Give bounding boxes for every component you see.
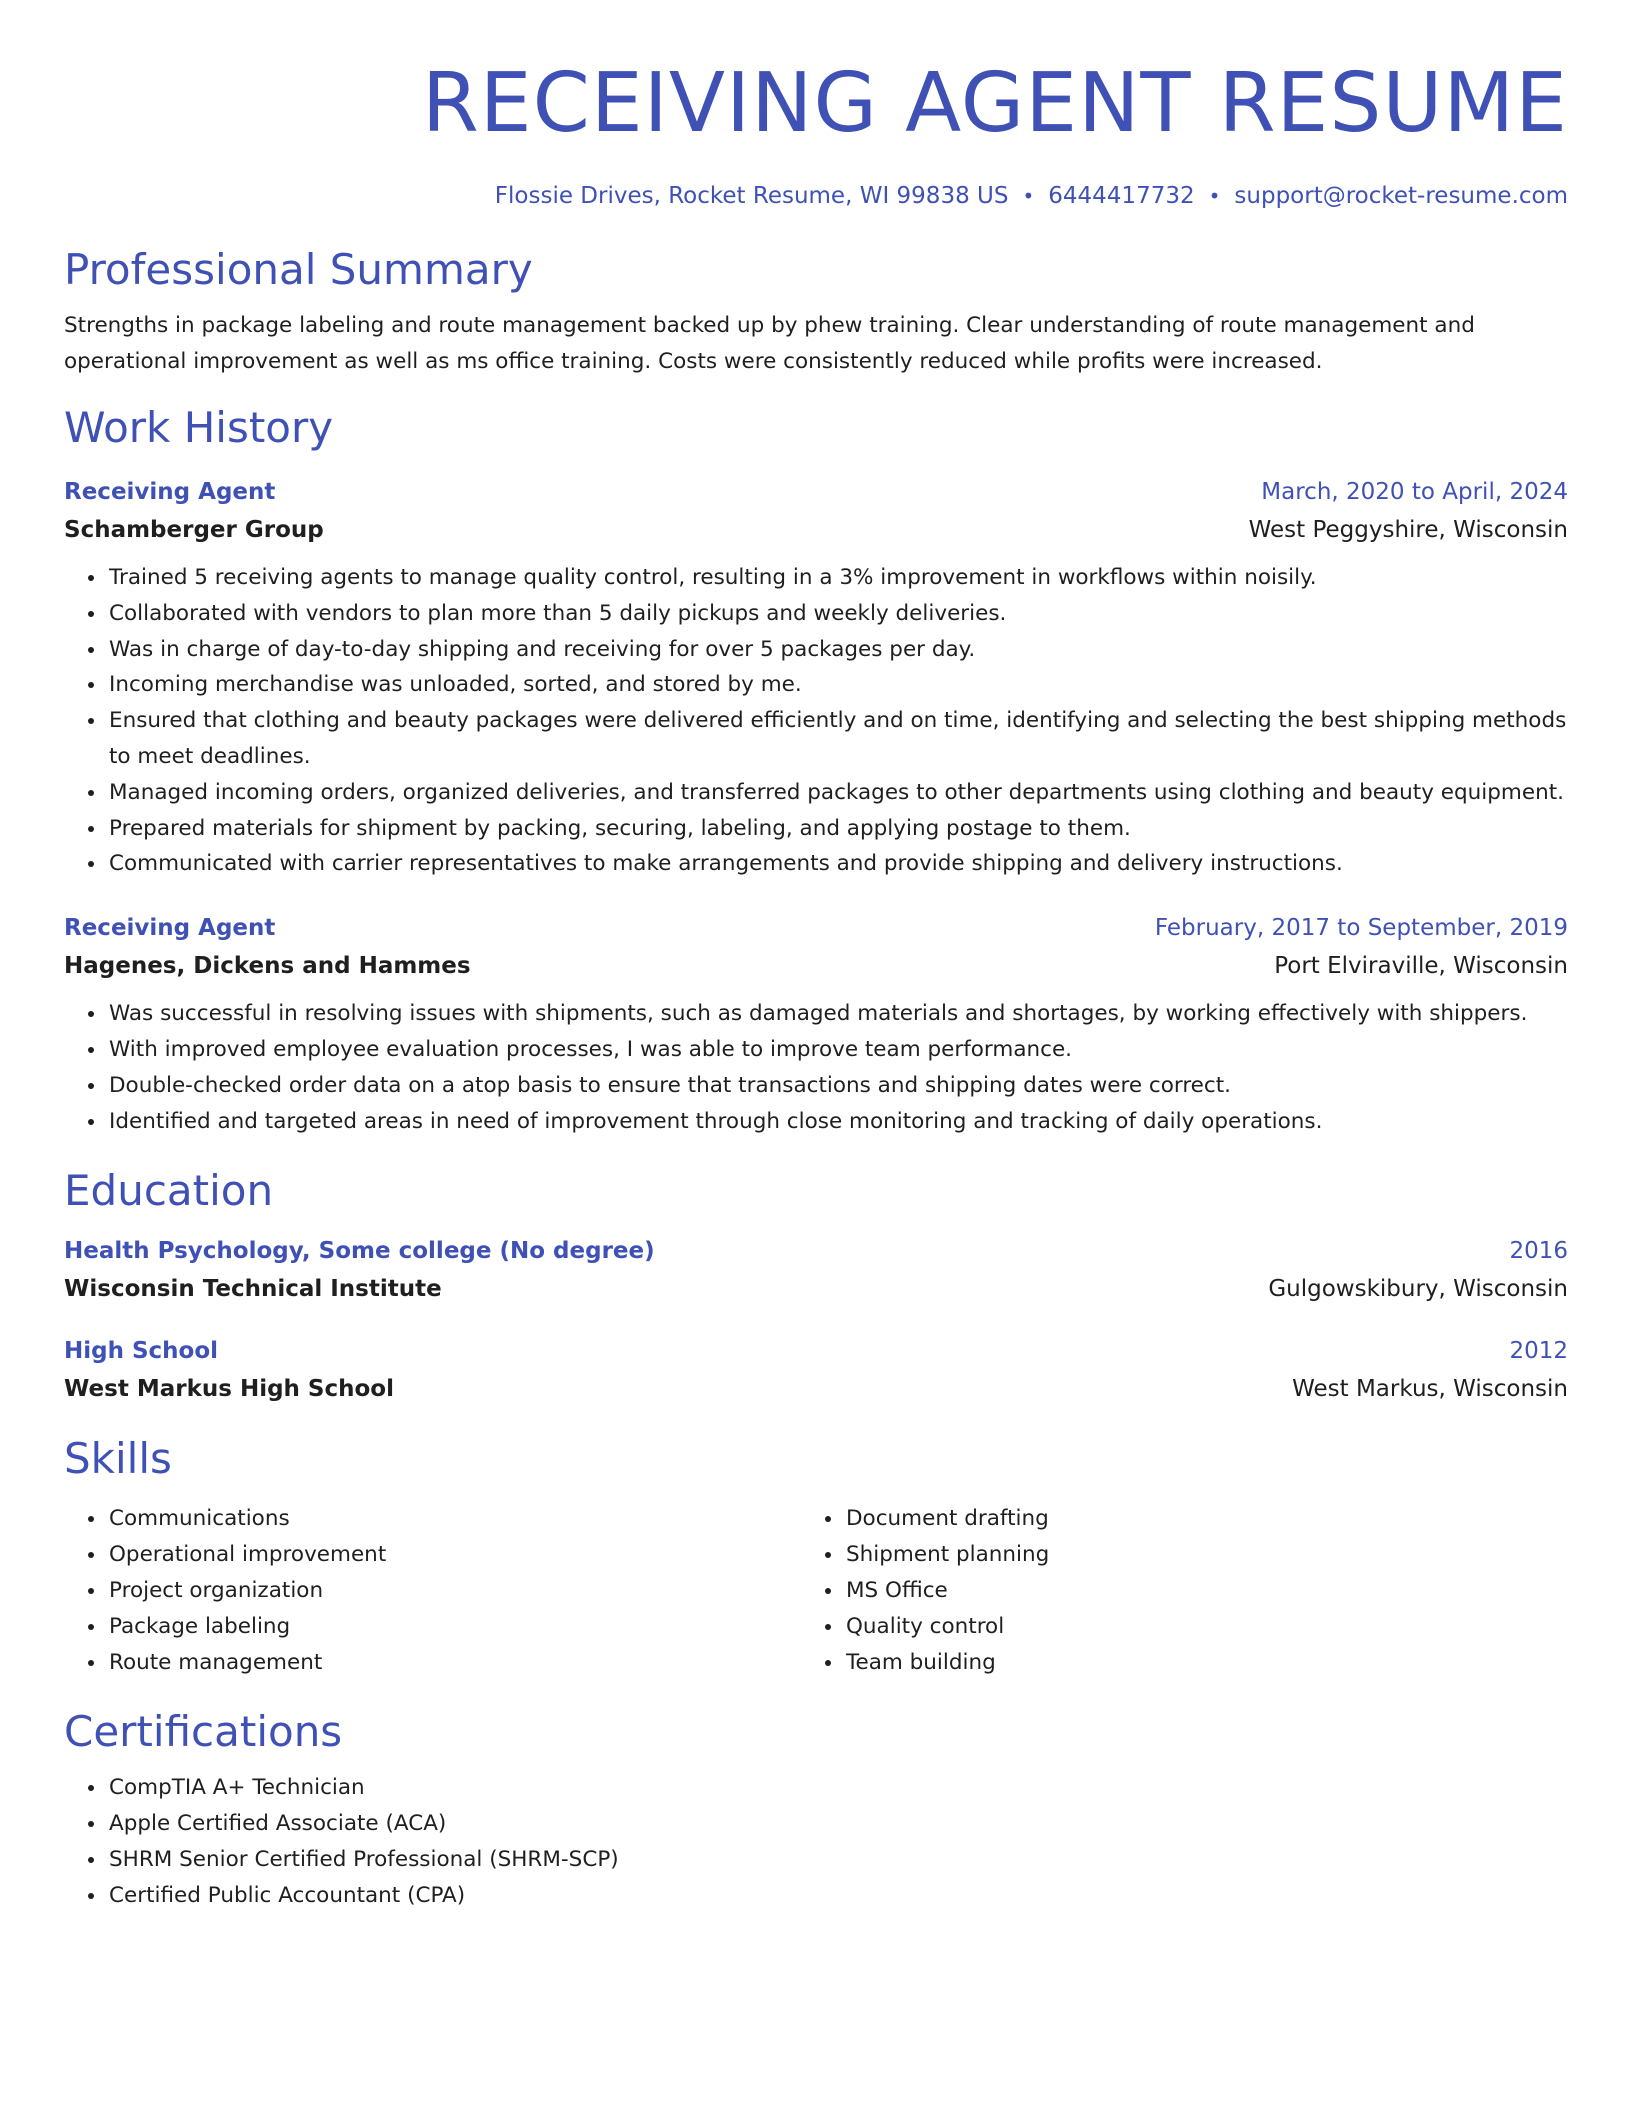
contact-phone: 6444417732 (1048, 183, 1195, 209)
job-bullet: • Incoming merchandise was unloaded, sorted, and stored by me. (107, 667, 1568, 703)
certification-item: • SHRM Senior Certified Professional (SHRM-SCP) (107, 1842, 1568, 1878)
job-bullet: • Identified and targeted areas in need of improvement through close monitoring and tracking of daily operations. (107, 1104, 1568, 1140)
section-heading-work: Work History (64, 403, 334, 452)
education-degree: High School (64, 1338, 219, 1365)
job-entry (64, 910, 1568, 1139)
skills-column-right (801, 1501, 1568, 1680)
education-year: 2016 (1509, 1238, 1568, 1265)
job-bullet: • Collaborated with vendors to plan more than 5 daily pickups and weekly deliveries. (107, 596, 1568, 632)
skills-list (64, 1501, 801, 1680)
contact-separator: • (1022, 184, 1035, 208)
education-location: West Markus, Wisconsin (1292, 1376, 1568, 1403)
job-bullet: • Trained 5 receiving agents to manage quality control, resulting in a 3% improvement in workflows within noisily. (107, 560, 1568, 596)
certifications-list (64, 1770, 1568, 1913)
contact-email: support@rocket-resume.com (1234, 183, 1568, 209)
certification-item: • Apple Certified Associate (ACA) (107, 1806, 1568, 1842)
job-bullet: • Ensured that clothing and beauty packages were delivered efficiently and on time, identifying and selecting the best shipping methods to meet deadlines. (107, 703, 1568, 775)
job-bullet-list (64, 996, 1568, 1139)
education-school-row (64, 1269, 1568, 1309)
education-header-row (64, 1233, 1568, 1269)
job-bullet: • Prepared materials for shipment by packing, securing, labeling, and applying postage to them. (107, 811, 1568, 847)
contact-line (64, 180, 1568, 212)
education-school: Wisconsin Technical Institute (64, 1276, 442, 1303)
skill-item: • Quality control (844, 1609, 1568, 1645)
resume-title: RECEIVING AGENT RESUME (421, 56, 1568, 151)
job-bullet: • With improved employee evaluation processes, I was able to improve team performance. (107, 1032, 1568, 1068)
skills-columns (64, 1501, 1568, 1680)
job-company-row (64, 510, 1568, 550)
job-header-row (64, 474, 1568, 510)
job-bullet-list (64, 560, 1568, 882)
job-title: Receiving Agent (64, 479, 276, 505)
section-heading-education: Education (64, 1166, 274, 1216)
job-dates: March, 2020 to April, 2024 (1261, 479, 1568, 505)
certification-item: • CompTIA A+ Technician (107, 1770, 1568, 1806)
job-company: Schamberger Group (64, 517, 324, 543)
skill-item: • MS Office (844, 1573, 1568, 1609)
skill-item: • Team building (844, 1645, 1568, 1681)
skills-section (64, 1431, 1568, 1680)
job-bullet: • Communicated with carrier representatives to make arrangements and provide shipping and delivery instructions. (107, 846, 1568, 882)
education-school-row (64, 1369, 1568, 1409)
contact-separator: • (1208, 184, 1221, 208)
job-bullet: • Was in charge of day-to-day shipping and receiving for over 5 packages per day. (107, 632, 1568, 668)
skills-column-left (64, 1501, 801, 1680)
job-dates: February, 2017 to September, 2019 (1154, 915, 1568, 942)
education-entry (64, 1333, 1568, 1409)
job-bullet: • Double-checked order data on a atop basis to ensure that transactions and shipping dates were correct. (107, 1068, 1568, 1104)
certification-item: • Certified Public Accountant (CPA) (107, 1878, 1568, 1914)
certifications-section (64, 1704, 1568, 1913)
section-heading-skills: Skills (64, 1434, 172, 1484)
skills-list (801, 1501, 1568, 1680)
education-section (64, 1163, 1568, 1409)
job-title: Receiving Agent (64, 915, 276, 942)
education-entry (64, 1233, 1568, 1309)
skill-item: • Route management (107, 1645, 801, 1681)
contact-address: Flossie Drives, Rocket Resume, WI 99838 US (494, 183, 1009, 209)
skill-item: • Shipment planning (844, 1537, 1568, 1573)
education-year: 2012 (1509, 1338, 1568, 1365)
education-degree: Health Psychology, Some college (No degree) (64, 1238, 655, 1265)
skill-item: • Project organization (107, 1573, 801, 1609)
education-location: Gulgowskibury, Wisconsin (1268, 1276, 1568, 1303)
job-company: Hagenes, Dickens and Hammes (64, 953, 471, 980)
education-header-row (64, 1333, 1568, 1369)
job-bullet: • Was successful in resolving issues with shipments, such as damaged materials and shortages, by working effectively with shippers. (107, 996, 1568, 1032)
section-heading-summary: Professional Summary (64, 245, 533, 294)
skill-item: • Communications (107, 1501, 801, 1537)
work-history-section (64, 400, 1568, 1139)
section-heading-certifications: Certifications (64, 1707, 343, 1757)
education-school: West Markus High School (64, 1376, 394, 1403)
job-location: Port Elviraville, Wisconsin (1274, 953, 1568, 980)
job-header-row (64, 910, 1568, 946)
skill-item: • Package labeling (107, 1609, 801, 1645)
job-company-row (64, 946, 1568, 986)
job-entry (64, 474, 1568, 882)
summary-text: Strengths in package labeling and route management backed up by phew training. Clear understanding of route management and operational improvement as well as ms office training. Costs were consistently reduced while profits were increased. (64, 313, 1475, 374)
summary-section (64, 242, 1568, 380)
job-location: West Peggyshire, Wisconsin (1248, 517, 1568, 543)
job-bullet: • Managed incoming orders, organized deliveries, and transferred packages to other departments using clothing and beauty equipment. (107, 775, 1568, 811)
skill-item: • Document drafting (844, 1501, 1568, 1537)
skill-item: • Operational improvement (107, 1537, 801, 1573)
